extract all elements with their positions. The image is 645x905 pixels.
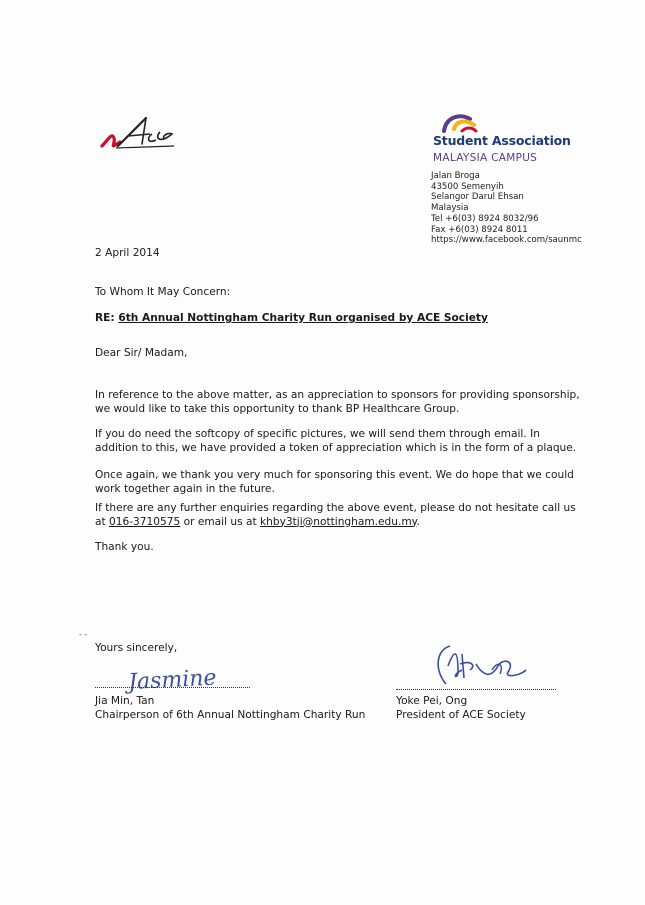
- student-association-emblem: [440, 111, 480, 135]
- paragraph-3: [95, 469, 595, 496]
- phone-number[interactable]: 016-3710575: [109, 515, 181, 528]
- margin-mark: - -: [79, 630, 88, 639]
- fax-line: Fax +6(03) 8924 8011: [431, 224, 528, 235]
- address-line: Jalan Broga: [431, 171, 480, 181]
- letter-date: 2 April 2014: [95, 247, 160, 259]
- signatory-title: Chairperson of 6th Annual Nottingham Charity Run: [95, 708, 366, 721]
- paragraph-line: If you do need the softcopy of specific pictures, we will send them through email. In: [95, 428, 540, 440]
- org-subtitle: MALAYSIA CAMPUS: [433, 152, 538, 164]
- signature-line-right: [396, 689, 556, 690]
- address-line: 43500 Semenyih: [431, 181, 504, 192]
- salutation: Dear Sir/ Madam,: [95, 347, 188, 359]
- org-address: [431, 171, 582, 246]
- paragraph-line: If there are any further enquiries regarding the above event, please do not hesitate call us: [95, 502, 576, 514]
- ace-logo-text: ACE: [98, 110, 100, 111]
- closing: Yours sincerely,: [95, 642, 178, 654]
- text-fragment: at: [95, 515, 110, 528]
- signatory-right: [396, 695, 526, 722]
- signatory-left: [95, 695, 365, 722]
- signature-right: [432, 640, 532, 690]
- paragraph-line: In reference to the above matter, as an appreciation to sponsors for providing sponsorship,: [95, 389, 580, 401]
- paragraph-line: Once again, we thank you very much for sponsoring this event. We do hope that we could: [95, 469, 574, 481]
- re-label: RE:: [95, 312, 115, 324]
- signature-line-left: [95, 687, 250, 688]
- recipient-line: To Whom It May Concern:: [95, 286, 231, 298]
- paragraph-2: [95, 428, 595, 455]
- facebook-link[interactable]: https://www.facebook.com/saunmc: [431, 235, 582, 246]
- ace-society-logo: [98, 110, 178, 156]
- signatory-name: Jia Min, Tan: [95, 695, 155, 707]
- thank-you: Thank you.: [95, 541, 154, 553]
- signatory-title: President of ACE Society: [396, 708, 526, 721]
- email-link[interactable]: khby3tji@nottingham.edu.my: [260, 515, 417, 528]
- re-subject: 6th Annual Nottingham Charity Run organised by ACE Society: [118, 312, 488, 324]
- paragraph-line: work together again in the future.: [95, 482, 275, 495]
- text-fragment: .: [416, 515, 420, 528]
- address-line: Selangor Darul Ehsan: [431, 192, 524, 203]
- paragraph-line: we would like to take this opportunity to thank BP Healthcare Group.: [95, 402, 460, 415]
- paragraph-line: addition to this, we have provided a token of appreciation which is in the form of a plaque.: [95, 441, 577, 454]
- address-line: Malaysia: [431, 203, 469, 214]
- org-title: Student Association: [433, 133, 571, 148]
- paragraph-line: [95, 516, 595, 530]
- subject-line: [95, 312, 488, 326]
- signature-left: [118, 656, 258, 696]
- tel-line: Tel +6(03) 8924 8032/96: [431, 213, 539, 224]
- signature-left-text: Jasmine: [127, 665, 218, 696]
- paragraph-4: [95, 502, 595, 529]
- paragraph-1: [95, 389, 595, 416]
- text-fragment: or email us at: [180, 515, 261, 528]
- signatory-name: Yoke Pei, Ong: [396, 695, 468, 707]
